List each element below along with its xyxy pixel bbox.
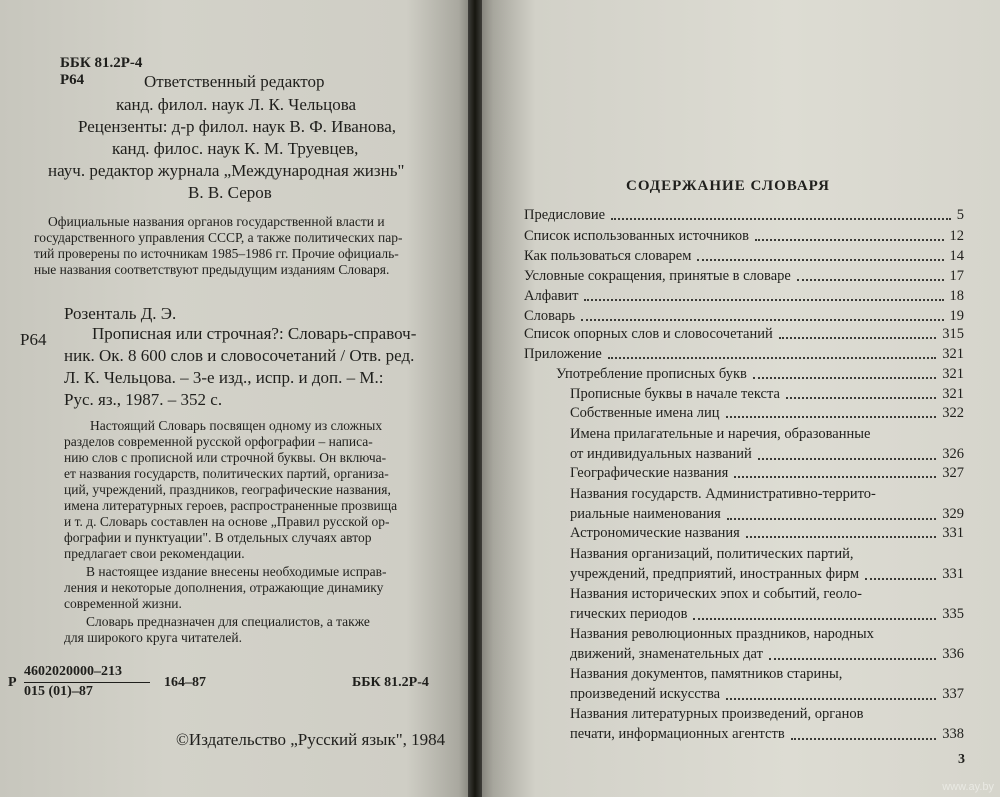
- note-line-2: государственного управления СССР, а также политических пар-: [34, 230, 403, 245]
- index-denominator: 015 (01)–87: [24, 684, 93, 699]
- toc-leader: [611, 218, 951, 220]
- toc-row: [570, 484, 964, 524]
- toc-row: [570, 525, 964, 542]
- toc-page: 331: [942, 525, 964, 541]
- abstract-line-3: нию слов с прописной или строчной буквы. Он включа-: [64, 450, 387, 465]
- toc-row: [524, 346, 964, 363]
- toc-leader: [693, 618, 936, 620]
- toc-leader: [797, 279, 944, 281]
- toc-label: Названия документов, памятников старины,: [570, 666, 843, 682]
- toc-label-cont: гических периодов: [570, 606, 688, 622]
- note-line-1: Официальные названия органов государственной власти и: [48, 214, 385, 229]
- credit-line-3: Рецензенты: д-р филол. наук В. Ф. Иванова,: [78, 117, 396, 136]
- toc-page: 18: [949, 288, 964, 304]
- catalog-code-top: Р64: [60, 72, 85, 88]
- toc-leader: [779, 337, 936, 339]
- abstract-line-10: В настоящее издание внесены необходимые исправ-: [86, 564, 387, 579]
- toc-label: Словарь: [524, 308, 576, 324]
- toc-row: [570, 424, 964, 464]
- note-line-4: ные названия соответствуют предыдущим изданиям Словаря.: [34, 262, 390, 277]
- toc-title: СОДЕРЖАНИЕ СЛОВАРЯ: [626, 178, 830, 194]
- toc-row: [570, 405, 964, 422]
- toc-page: 322: [942, 405, 964, 421]
- toc-leader: [755, 239, 944, 241]
- toc-leader: [697, 259, 943, 261]
- toc-leader: [584, 299, 943, 301]
- toc-label: Географические названия: [570, 465, 729, 481]
- abstract-line-11: ления и некоторые дополнения, отражающие динамику: [64, 580, 384, 595]
- credit-line-5: науч. редактор журнала „Международная жизнь": [48, 161, 405, 180]
- toc-label: Астрономические названия: [570, 525, 740, 541]
- toc-page: 17: [949, 268, 964, 284]
- toc-page: 19: [949, 308, 964, 324]
- abstract-line-9: предлагает свои рекомендации.: [64, 546, 245, 561]
- toc-label: Названия революционных праздников, народных: [570, 626, 874, 642]
- toc-label: Прописные буквы в начале текста: [570, 386, 780, 402]
- toc-page: 335: [942, 606, 964, 622]
- bbk-code-top: ББК 81.2Р-4: [60, 55, 143, 71]
- credit-line-4: канд. филос. наук К. М. Труевцев,: [112, 139, 359, 158]
- toc-label: Алфавит: [524, 288, 579, 304]
- toc-page: 331: [942, 566, 964, 582]
- index-fraction-bar: [24, 682, 150, 683]
- toc-label: Названия литературных произведений, органов: [570, 706, 864, 722]
- toc-leader: [726, 416, 937, 418]
- bib-line-4: Рус. яз., 1987. – 352 с.: [64, 390, 223, 409]
- toc-leader: [758, 458, 936, 460]
- toc-page: 327: [942, 465, 964, 481]
- toc-label: Как пользоваться словарем: [524, 248, 692, 264]
- toc-page: 321: [942, 386, 964, 402]
- toc-page: 321: [942, 366, 964, 382]
- toc-leader: [786, 397, 936, 399]
- toc-label-cont: печати, информационных агентств: [570, 726, 785, 742]
- toc-label-cont: движений, знаменательных дат: [570, 646, 763, 662]
- abstract-line-7: и т. д. Словарь составлен на основе „Правил русской ор-: [64, 514, 390, 529]
- toc-row: [570, 624, 964, 664]
- toc-label: Названия государств. Административно-террито-: [570, 486, 876, 502]
- toc-row: [524, 268, 964, 285]
- toc-label: Предисловие: [524, 207, 606, 223]
- toc-page: 336: [942, 646, 964, 662]
- right-page: [472, 0, 1000, 797]
- bib-line-3: Л. К. Чельцова. – 3-е изд., испр. и доп. – М.:: [64, 368, 384, 387]
- toc-row: [570, 584, 964, 624]
- toc-label-cont: риальные наименования: [570, 506, 721, 522]
- toc-row: [570, 704, 964, 744]
- toc-row: [524, 228, 964, 245]
- abstract-line-4: ет названия государств, политических партий, организа-: [64, 466, 389, 481]
- left-page: [0, 0, 478, 797]
- toc-label: Названия организаций, политических партий,: [570, 546, 854, 562]
- abstract-line-6: имена литературных героев, распространенные прозвища: [64, 498, 398, 513]
- toc-page: 321: [942, 346, 964, 362]
- toc-label: Имена прилагательные и наречия, образованные: [570, 426, 871, 442]
- toc-label: Приложение: [524, 346, 602, 362]
- toc-page: 337: [942, 686, 964, 702]
- toc-page: 326: [942, 446, 964, 462]
- page-number: 3: [958, 752, 965, 767]
- toc-label-cont: от индивидуальных названий: [570, 446, 752, 462]
- toc-row: [524, 248, 964, 265]
- toc-leader: [865, 578, 936, 580]
- toc-leader: [726, 698, 936, 700]
- toc-leader: [769, 658, 936, 660]
- abstract-line-1: Настоящий Словарь посвящен одному из сложных: [90, 418, 383, 433]
- toc-page: 12: [949, 228, 964, 244]
- abstract-line-13: Словарь предназначен для специалистов, а также: [86, 614, 370, 629]
- book-gutter: [468, 0, 482, 797]
- toc-label: Названия исторических эпох и событий, геоло-: [570, 586, 862, 602]
- copyright-line: ©Издательство „Русский язык", 1984: [176, 730, 446, 749]
- toc-leader: [753, 377, 936, 379]
- toc-leader: [791, 738, 937, 740]
- toc-leader: [581, 319, 943, 321]
- index-suffix: 164–87: [164, 675, 206, 690]
- toc-page: 329: [942, 506, 964, 522]
- credit-line-1: Ответственный редактор: [144, 72, 325, 91]
- abstract-line-8: фографии и пунктуации". В отдельных случаях автор: [64, 530, 372, 545]
- toc-leader: [746, 536, 936, 538]
- toc-row: [556, 366, 964, 383]
- toc-row: [570, 544, 964, 584]
- author-heading: Розенталь Д. Э.: [64, 304, 177, 323]
- toc-label-cont: произведений искусства: [570, 686, 721, 702]
- bib-line-2: ник. Ок. 8 600 слов и словосочетаний / Отв. ред.: [64, 346, 415, 365]
- toc-row: [524, 326, 964, 343]
- credit-line-2: канд. филол. наук Л. К. Чельцова: [116, 95, 357, 114]
- toc-label: Список опорных слов и словосочетаний: [524, 326, 773, 342]
- index-prefix: Р: [8, 675, 17, 690]
- toc-row: [570, 664, 964, 704]
- credit-line-6: В. В. Серов: [188, 183, 272, 202]
- toc-page: 315: [942, 326, 964, 342]
- toc-row: [524, 288, 964, 305]
- watermark: www.ay.by: [942, 781, 994, 793]
- toc-page: 14: [949, 248, 964, 264]
- toc-label-cont: учреждений, предприятий, иностранных фирм: [570, 566, 860, 582]
- toc-leader: [734, 476, 936, 478]
- bbk-code-bottom: ББК 81.2Р-4: [352, 675, 429, 690]
- toc-leader: [608, 357, 936, 359]
- toc-page: 338: [942, 726, 964, 742]
- toc-leader: [727, 518, 936, 520]
- toc-row: [570, 386, 964, 403]
- note-line-3: тий проверены по источникам 1985–1986 гг. Прочие официаль-: [34, 246, 399, 261]
- abstract-line-12: современной жизни.: [64, 596, 182, 611]
- abstract-line-14: для широкого круга читателей.: [64, 630, 242, 645]
- index-numerator: 4602020000–213: [24, 664, 122, 679]
- toc-label: Условные сокращения, принятые в словаре: [524, 268, 791, 284]
- abstract-line-5: ций, учреждений, праздников, географические названия,: [64, 482, 391, 497]
- abstract-line-2: разделов современной русской орфографии – написа-: [64, 434, 373, 449]
- toc-label: Употребление прописных букв: [556, 366, 747, 382]
- catalog-code-mid: Р64: [20, 330, 47, 349]
- bib-line-1: Прописная или строчная?: Словарь-справоч-: [92, 324, 417, 343]
- toc-label: Собственные имена лиц: [570, 405, 720, 421]
- toc-row: [570, 465, 964, 482]
- toc-row: [524, 308, 964, 325]
- toc-label: Список использованных источников: [524, 228, 749, 244]
- toc-page: 5: [956, 207, 964, 223]
- toc-row: [524, 207, 964, 224]
